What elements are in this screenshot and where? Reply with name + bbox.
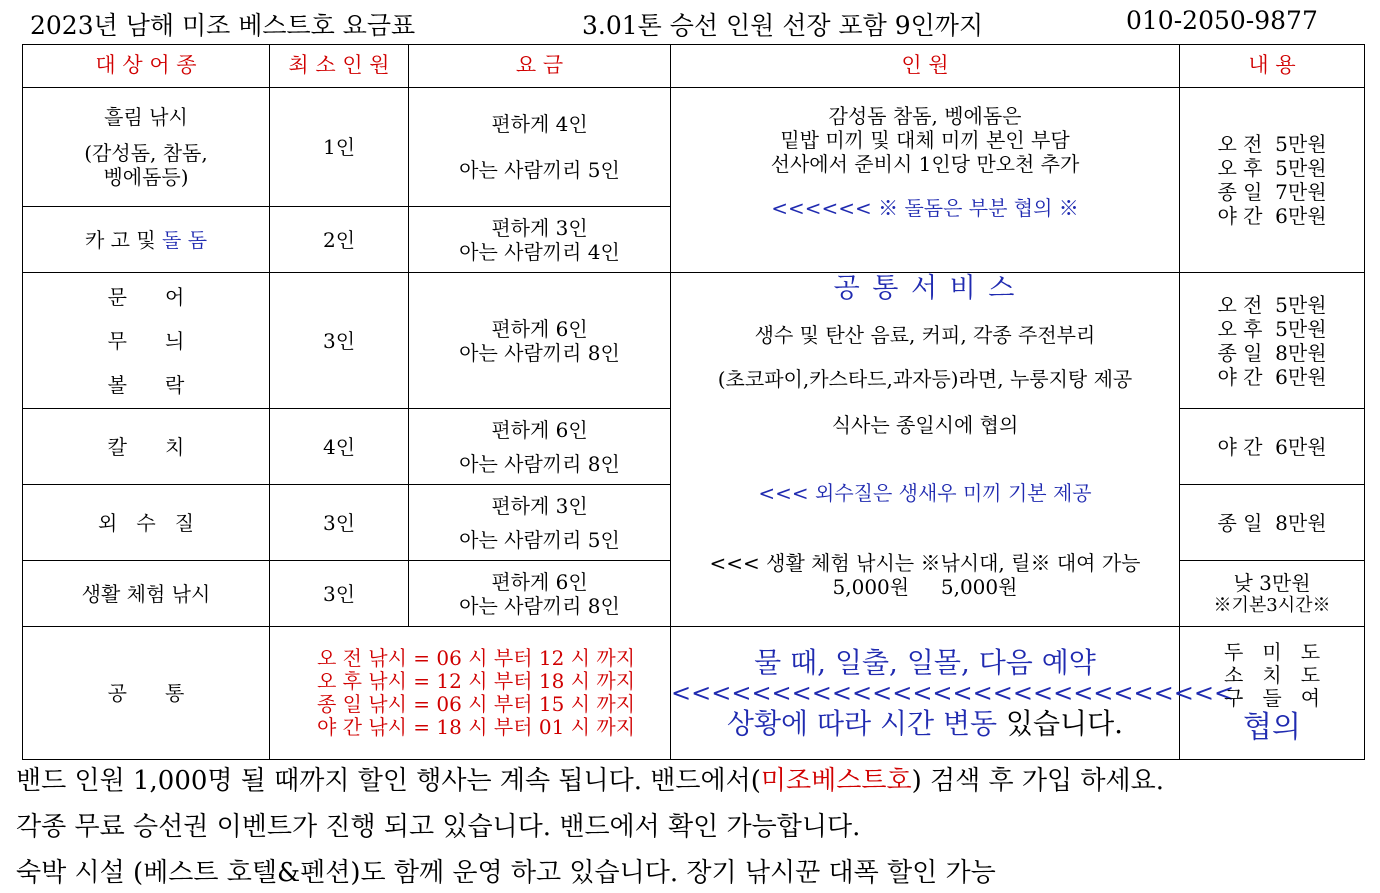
footer-line-3: 숙박 시설 (베스트 호텔&펜션)도 함께 운영 하고 있습니다. 장기 낚시꾼 대폭 할인 가능	[16, 858, 996, 888]
price-text: 낮 3만원	[1233, 570, 1311, 595]
oesujil-note: <<< 외수질은 생새우 미끼 기본 제공	[758, 481, 1092, 506]
min-cell: 3인	[270, 561, 409, 627]
species-text: 벵에돔등)	[103, 165, 189, 189]
fee-text: 아는 사람끼리 5인	[459, 527, 620, 552]
species-cell	[23, 88, 270, 207]
consult-text: 협의	[1243, 709, 1301, 745]
stone-bream-note: <<<<<< ※ 돌돔은 부분 협의 ※	[771, 196, 1079, 220]
fee-text: 아는 사람끼리 8인	[459, 593, 620, 618]
species-cell: 칼 치	[23, 409, 270, 485]
table-row	[23, 88, 1365, 207]
price-text: 오 전 5만원	[1217, 132, 1327, 156]
fee-text: 편하게 4인	[491, 112, 588, 136]
page-header	[0, 6, 1380, 42]
col-header-min: 최 소 인 원	[270, 45, 409, 88]
price-cell: 야 간 6만원	[1180, 409, 1365, 485]
experience-rental-prices: 5,000원 5,000원	[832, 575, 1018, 600]
capacity-note: 3.01톤 승선 인원 선장 포함 9인까지	[582, 11, 984, 40]
meal-note: 식사는 종일시에 협의	[831, 413, 1019, 438]
fee-text: 아는 사람끼리 5인	[459, 158, 620, 182]
island-text: 두 미 도	[1223, 639, 1321, 664]
price-cell	[1180, 273, 1365, 409]
arrow-line: <<<<<<<<<<<<<<<<<<<<<<<<<<<<	[671, 678, 1235, 707]
time-text: 종 일 낚시 = 06 시 부터 15 시 까지	[316, 692, 636, 716]
species-highlight: 돌 돔	[162, 227, 208, 252]
footer-line-1	[16, 760, 1164, 797]
fishing-times-cell	[270, 627, 671, 760]
species-text: (감성돔, 참돔,	[84, 141, 208, 165]
time-text: 오 후 낚시 = 12 시 부터 18 시 까지	[316, 669, 636, 693]
fee-text: 편하게 6인	[491, 316, 588, 341]
price-text: 종 일 8만원	[1217, 340, 1327, 365]
species-text: 무 늬	[107, 328, 185, 353]
info-text: 선사에서 준비시 1인당 만오천 추가	[770, 152, 1080, 176]
price-text: 오 후 5만원	[1217, 316, 1327, 341]
fee-text: 편하게 3인	[491, 215, 588, 240]
fee-cell	[409, 207, 671, 273]
min-cell: 4인	[270, 409, 409, 485]
price-table-title: 2023년 남해 미조 베스트호 요금표	[30, 11, 416, 40]
info-text: 밑밥 미끼 및 대체 미끼 본인 부담	[780, 128, 1070, 152]
time-text: 오 전 낚시 = 06 시 부터 12 시 까지	[316, 646, 636, 670]
col-header-content: 내 용	[1180, 45, 1365, 88]
price-cell: 종 일 8만원	[1180, 485, 1365, 561]
island-text: 소 치 도	[1223, 662, 1321, 687]
schedule-note: 물 때, 일출, 일몰, 다음 예약	[754, 645, 1096, 679]
fee-cell	[409, 88, 671, 207]
price-text: 오 전 5만원	[1217, 292, 1327, 317]
min-cell: 3인	[270, 485, 409, 561]
species-text: 카 고 및	[84, 227, 163, 252]
price-table	[22, 44, 1365, 760]
fee-text: 아는 사람끼리 8인	[459, 451, 620, 476]
fee-text: 편하게 6인	[491, 417, 588, 442]
schedule-note: 상황에 따라 시간 변동	[726, 707, 998, 741]
fee-cell	[409, 561, 671, 627]
col-header-people: 인 원	[671, 45, 1180, 88]
species-text: 볼 락	[107, 372, 185, 397]
col-header-species: 대 상 어 종	[23, 45, 270, 88]
species-cell	[23, 207, 270, 273]
footer-text: ) 검색 후 가입 하세요.	[911, 766, 1165, 796]
price-cell	[1180, 88, 1365, 273]
band-name: 미조베스트호	[760, 766, 912, 796]
price-text: ※기본3시간※	[1213, 594, 1331, 616]
col-header-fee: 요 금	[409, 45, 671, 88]
min-cell: 2인	[270, 207, 409, 273]
species-text: 흘림 낚시	[104, 105, 188, 129]
table-header-row	[23, 45, 1365, 88]
fee-cell	[409, 485, 671, 561]
service-text: 생수 및 탄산 음료, 커피, 각종 주전부리	[754, 323, 1096, 348]
common-label-cell: 공 통	[23, 627, 270, 760]
service-title: 공 통 서 비 스	[833, 273, 1017, 304]
fee-text: 아는 사람끼리 4인	[459, 239, 620, 264]
species-text: 문 어	[107, 284, 185, 309]
fee-text: 편하게 3인	[491, 493, 588, 518]
phone-number: 010-2050-9877	[1126, 6, 1318, 35]
island-text: 구 들 여	[1223, 685, 1321, 710]
min-cell: 1인	[270, 88, 409, 207]
schedule-note-cell	[671, 627, 1235, 760]
footer-text: 밴드 인원 1,000명 될 때까지 할인 행사는 계속 됩니다. 밴드에서(	[16, 766, 761, 796]
price-text: 종 일 7만원	[1217, 180, 1327, 204]
bait-info-cell	[671, 88, 1180, 273]
table-row	[23, 273, 1365, 409]
common-service-cell	[671, 273, 1180, 627]
time-text: 야 간 낚시 = 18 시 부터 01 시 까지	[316, 715, 636, 739]
fee-text: 편하게 6인	[491, 569, 588, 594]
species-cell	[23, 273, 270, 409]
fee-cell	[409, 273, 671, 409]
price-cell	[1180, 561, 1365, 627]
price-text: 야 간 6만원	[1217, 204, 1327, 228]
fee-text: 아는 사람끼리 8인	[459, 340, 620, 365]
min-cell: 3인	[270, 273, 409, 409]
price-text: 야 간 6만원	[1217, 364, 1327, 389]
price-text: 오 후 5만원	[1217, 156, 1327, 180]
service-text: (초코파이,카스타드,과자등)라면, 누룽지탕 제공	[717, 367, 1133, 392]
footer-line-2: 각종 무료 승선권 이벤트가 진행 되고 있습니다. 밴드에서 확인 가능합니다.	[16, 812, 861, 842]
experience-note: <<< 생활 체험 낚시는 ※낚시대, 릴※ 대여 가능	[709, 551, 1141, 576]
info-text: 감성돔 참돔, 벵에돔은	[828, 104, 1022, 128]
species-cell: 생활 체험 낚시	[23, 561, 270, 627]
fee-cell	[409, 409, 671, 485]
species-cell: 외 수 질	[23, 485, 270, 561]
table-row	[23, 627, 1365, 760]
schedule-note: 있습니다.	[997, 707, 1124, 741]
